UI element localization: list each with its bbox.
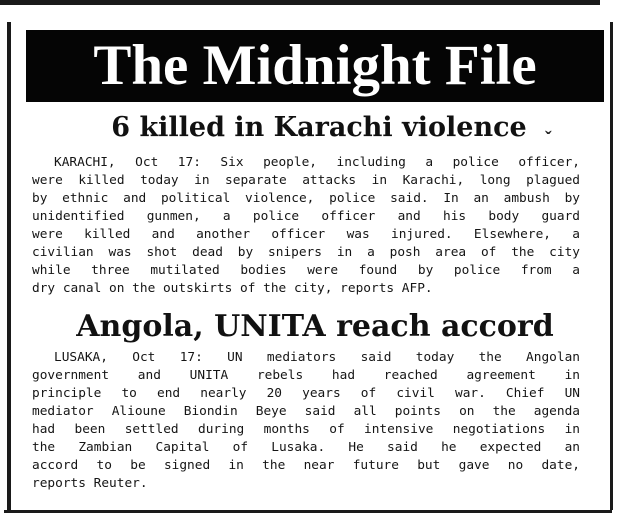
article-1-line: civilian was shot dead by snipers in a posh area of the city: [32, 245, 580, 260]
left-border-rule: [7, 22, 11, 510]
article-2-line: the Zambian Capital of Lusaka. He said he expected an: [32, 440, 580, 455]
article-1-line: while three mutilated bodies were found by police from a: [32, 263, 580, 278]
ink-blot-mark: ˇ: [545, 128, 552, 150]
article-1-line: were killed and another officer was injured. Elsewhere, a: [32, 227, 580, 242]
masthead-banner: [26, 30, 604, 102]
bottom-border-rule: [4, 510, 612, 513]
article-2-line: had been settled during months of intensive negotiations in: [32, 422, 580, 437]
article-1-headline: 6 killed in Karachi violence: [111, 112, 527, 143]
article-2-line: principle to end nearly 20 years of civil war. Chief UN: [32, 386, 580, 401]
article-2-line: reports Reuter.: [32, 476, 148, 491]
article-1-line: KARACHI, Oct 17: Six people, including a police officer,: [54, 155, 580, 170]
article-2-line: mediator Alioune Biondin Beye said all points on the agenda: [32, 404, 580, 419]
article-2-line: LUSAKA, Oct 17: UN mediators said today the Angolan: [54, 350, 580, 365]
article-1-line: were killed today in separate attacks in Karachi, long plagued: [32, 173, 580, 188]
article-1-body: [32, 154, 580, 298]
article-1-line: dry canal on the outskirts of the city, reports AFP.: [32, 281, 433, 296]
masthead-title: The Midnight File: [93, 34, 537, 97]
article-2-headline: Angola, UNITA reach accord: [76, 309, 554, 344]
article-1-line: unidentified gunmen, a police officer and his body guard: [32, 209, 580, 224]
article-2-body: [32, 349, 580, 493]
right-border-rule: [610, 22, 613, 510]
article-2-line: government and UNITA rebels had reached agreement in: [32, 368, 580, 383]
article-2-line: accord to be signed in the near future but gave no date,: [32, 458, 580, 473]
top-border-rule: [0, 0, 600, 5]
article-1-line: by ethnic and political violence, police said. In an ambush by: [32, 191, 580, 206]
